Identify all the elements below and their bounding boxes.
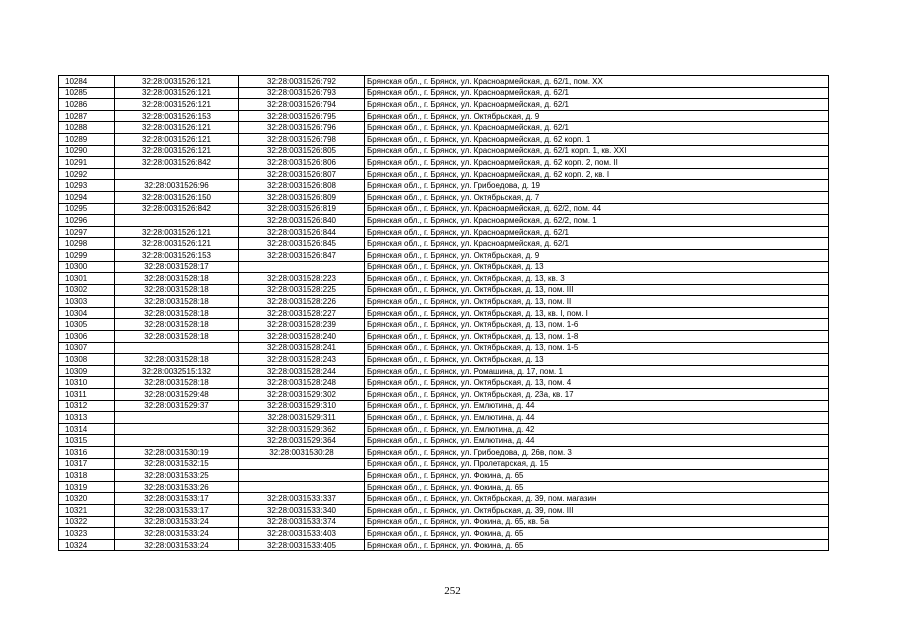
building-number-cell: 32:28:0031526:798 [239,133,365,145]
building-number-cell: 32:28:0031528:248 [239,377,365,389]
building-number-cell: 32:28:0031528:225 [239,284,365,296]
row-id-cell: 10315 [59,435,115,447]
address-cell: Брянская обл., г. Брянск, ул. Красноармейская, д. 62/1 корп. 1, кв. XXI [365,145,829,157]
row-id-cell: 10316 [59,447,115,459]
address-cell: Брянская обл., г. Брянск, ул. Октябрьская, д. 13, пом. 1-5 [365,342,829,354]
building-number-cell: 32:28:0031526:796 [239,122,365,134]
table-row [59,273,829,285]
table-row [59,319,829,331]
building-number-cell [239,481,365,493]
table-row [59,76,829,88]
land-plot-number-cell: 32:28:0031528:18 [115,307,239,319]
table-row [59,331,829,343]
table-row [59,261,829,273]
table-row [59,458,829,470]
land-plot-number-cell: 32:28:0031526:121 [115,133,239,145]
building-number-cell: 32:28:0031526:809 [239,191,365,203]
land-plot-number-cell: 32:28:0031528:18 [115,377,239,389]
address-cell: Брянская обл., г. Брянск, ул. Фокина, д. 65, кв. 5а [365,516,829,528]
address-cell: Брянская обл., г. Брянск, ул. Красноармейская, д. 62/1, пом. XX [365,76,829,88]
building-number-cell: 32:28:0031526:806 [239,157,365,169]
land-plot-number-cell [115,215,239,227]
building-number-cell: 32:28:0031526:819 [239,203,365,215]
address-cell: Брянская обл., г. Брянск, ул. Емлютина, д. 44 [365,435,829,447]
land-plot-number-cell: 32:28:0031529:48 [115,389,239,401]
row-id-cell: 10284 [59,76,115,88]
land-plot-number-cell: 32:28:0031528:18 [115,284,239,296]
table-row [59,516,829,528]
land-plot-number-cell: 32:28:0031528:18 [115,319,239,331]
row-id-cell: 10286 [59,99,115,111]
table-row [59,110,829,122]
building-number-cell: 32:28:0031533:405 [239,539,365,551]
address-cell: Брянская обл., г. Брянск, ул. Октябрьская, д. 13, кв. 3 [365,273,829,285]
table-row [59,203,829,215]
table-row [59,423,829,435]
registry-table [58,75,829,551]
row-id-cell: 10318 [59,470,115,482]
row-id-cell: 10311 [59,389,115,401]
address-cell: Брянская обл., г. Брянск, ул. Октябрьская, д. 13, пом. 1-8 [365,331,829,343]
land-plot-number-cell [115,412,239,424]
row-id-cell: 10309 [59,365,115,377]
building-number-cell: 32:28:0031526:794 [239,99,365,111]
row-id-cell: 10308 [59,354,115,366]
building-number-cell: 32:28:0031529:310 [239,400,365,412]
row-id-cell: 10288 [59,122,115,134]
table-row [59,145,829,157]
land-plot-number-cell: 32:28:0031526:121 [115,87,239,99]
building-number-cell: 32:28:0031528:239 [239,319,365,331]
row-id-cell: 10300 [59,261,115,273]
row-id-cell: 10317 [59,458,115,470]
building-number-cell: 32:28:0031528:241 [239,342,365,354]
land-plot-number-cell: 32:28:0031533:26 [115,481,239,493]
row-id-cell: 10297 [59,226,115,238]
land-plot-number-cell: 32:28:0031526:153 [115,249,239,261]
table-row [59,180,829,192]
row-id-cell: 10322 [59,516,115,528]
address-cell: Брянская обл., г. Брянск, ул. Октябрьская, д. 13 [365,354,829,366]
table-row [59,226,829,238]
address-cell: Брянская обл., г. Брянск, ул. Октябрьская, д. 39, пом. III [365,504,829,516]
address-cell: Брянская обл., г. Брянск, ул. Красноармейская, д. 62 корп. 2, кв. I [365,168,829,180]
building-number-cell: 32:28:0031529:362 [239,423,365,435]
address-cell: Брянская обл., г. Брянск, ул. Фокина, д. 65 [365,481,829,493]
row-id-cell: 10294 [59,191,115,203]
address-cell: Брянская обл., г. Брянск, ул. Октябрьская, д. 13, кв. I, пом. I [365,307,829,319]
land-plot-number-cell: 32:28:0031526:121 [115,145,239,157]
row-id-cell: 10285 [59,87,115,99]
building-number-cell: 32:28:0031528:244 [239,365,365,377]
row-id-cell: 10321 [59,504,115,516]
land-plot-number-cell: 32:28:0031526:121 [115,226,239,238]
building-number-cell: 32:28:0031528:223 [239,273,365,285]
row-id-cell: 10292 [59,168,115,180]
land-plot-number-cell: 32:28:0031526:153 [115,110,239,122]
building-number-cell [239,261,365,273]
building-number-cell: 32:28:0031528:227 [239,307,365,319]
address-cell: Брянская обл., г. Брянск, ул. Октябрьская, д. 13, пом. III [365,284,829,296]
table-row [59,447,829,459]
building-number-cell: 32:28:0031526:792 [239,76,365,88]
land-plot-number-cell: 32:28:0031528:18 [115,354,239,366]
table-row [59,249,829,261]
land-plot-number-cell: 32:28:0031526:121 [115,76,239,88]
building-number-cell: 32:28:0031526:844 [239,226,365,238]
address-cell: Брянская обл., г. Брянск, ул. Октябрьская, д. 23а, кв. 17 [365,389,829,401]
land-plot-number-cell: 32:28:0031533:24 [115,528,239,540]
row-id-cell: 10312 [59,400,115,412]
table-row [59,284,829,296]
land-plot-number-cell: 32:28:0031532:15 [115,458,239,470]
row-id-cell: 10291 [59,157,115,169]
land-plot-number-cell: 32:28:0031526:121 [115,238,239,250]
address-cell: Брянская обл., г. Брянск, ул. Октябрьская, д. 13, пом. II [365,296,829,308]
address-cell: Брянская обл., г. Брянск, ул. Октябрьская, д. 13 [365,261,829,273]
address-cell: Брянская обл., г. Брянск, ул. Красноармейская, д. 62/2, пом. 1 [365,215,829,227]
address-cell: Брянская обл., г. Брянск, ул. Октябрьская, д. 9 [365,249,829,261]
table-row [59,539,829,551]
land-plot-number-cell: 32:28:0031528:18 [115,331,239,343]
address-cell: Брянская обл., г. Брянск, ул. Емлютина, д. 42 [365,423,829,435]
address-cell: Брянская обл., г. Брянск, ул. Октябрьская, д. 13, пом. 4 [365,377,829,389]
row-id-cell: 10293 [59,180,115,192]
address-cell: Брянская обл., г. Брянск, ул. Пролетарская, д. 15 [365,458,829,470]
address-cell: Брянская обл., г. Брянск, ул. Ромашина, д. 17, пом. 1 [365,365,829,377]
land-plot-number-cell: 32:28:0031526:150 [115,191,239,203]
address-cell: Брянская обл., г. Брянск, ул. Октябрьская, д. 9 [365,110,829,122]
address-cell: Брянская обл., г. Брянск, ул. Фокина, д. 65 [365,470,829,482]
table-row [59,504,829,516]
building-number-cell: 32:28:0031529:302 [239,389,365,401]
land-plot-number-cell: 32:28:0031526:96 [115,180,239,192]
address-cell: Брянская обл., г. Брянск, ул. Фокина, д. 65 [365,528,829,540]
row-id-cell: 10301 [59,273,115,285]
table-row [59,412,829,424]
building-number-cell: 32:28:0031529:311 [239,412,365,424]
table-row [59,99,829,111]
row-id-cell: 10296 [59,215,115,227]
land-plot-number-cell [115,435,239,447]
land-plot-number-cell: 32:28:0031528:18 [115,273,239,285]
building-number-cell: 32:28:0031526:807 [239,168,365,180]
row-id-cell: 10310 [59,377,115,389]
land-plot-number-cell: 32:28:0031530:19 [115,447,239,459]
building-number-cell: 32:28:0031530:28 [239,447,365,459]
address-cell: Брянская обл., г. Брянск, ул. Красноармейская, д. 62/1 [365,122,829,134]
table-row [59,238,829,250]
table-row [59,377,829,389]
row-id-cell: 10313 [59,412,115,424]
land-plot-number-cell: 32:28:0031533:24 [115,539,239,551]
address-cell: Брянская обл., г. Брянск, ул. Красноармейская, д. 62/1 [365,87,829,99]
page-number: 252 [444,585,461,597]
building-number-cell: 32:28:0031533:340 [239,504,365,516]
table-row [59,296,829,308]
row-id-cell: 10298 [59,238,115,250]
table-row [59,400,829,412]
address-cell: Брянская обл., г. Брянск, ул. Красноармейская, д. 62 корп. 2, пом. II [365,157,829,169]
building-number-cell: 32:28:0031528:243 [239,354,365,366]
land-plot-number-cell: 32:28:0031528:17 [115,261,239,273]
building-number-cell: 32:28:0031526:805 [239,145,365,157]
table-row [59,435,829,447]
land-plot-number-cell: 32:28:0031533:17 [115,504,239,516]
building-number-cell: 32:28:0031526:845 [239,238,365,250]
address-cell: Брянская обл., г. Брянск, ул. Октябрьская, д. 13, пом. 1-6 [365,319,829,331]
building-number-cell: 32:28:0031526:840 [239,215,365,227]
land-plot-number-cell [115,342,239,354]
registry-table-body [59,76,829,551]
row-id-cell: 10304 [59,307,115,319]
land-plot-number-cell: 32:28:0031526:842 [115,203,239,215]
table-row [59,215,829,227]
address-cell: Брянская обл., г. Брянск, ул. Красноармейская, д. 62 корп. 1 [365,133,829,145]
land-plot-number-cell [115,423,239,435]
row-id-cell: 10307 [59,342,115,354]
row-id-cell: 10287 [59,110,115,122]
table-row [59,168,829,180]
building-number-cell [239,470,365,482]
land-plot-number-cell: 32:28:0031533:17 [115,493,239,505]
address-cell: Брянская обл., г. Брянск, ул. Емлютина, д. 44 [365,412,829,424]
address-cell: Брянская обл., г. Брянск, ул. Красноармейская, д. 62/1 [365,238,829,250]
row-id-cell: 10324 [59,539,115,551]
land-plot-number-cell: 32:28:0031533:24 [115,516,239,528]
land-plot-number-cell: 32:28:0032515:132 [115,365,239,377]
building-number-cell: 32:28:0031526:808 [239,180,365,192]
address-cell: Брянская обл., г. Брянск, ул. Емлютина, д. 44 [365,400,829,412]
table-row [59,87,829,99]
table-row [59,389,829,401]
table-row [59,493,829,505]
address-cell: Брянская обл., г. Брянск, ул. Красноармейская, д. 62/1 [365,99,829,111]
table-row [59,528,829,540]
land-plot-number-cell: 32:28:0031529:37 [115,400,239,412]
land-plot-number-cell: 32:28:0031528:18 [115,296,239,308]
table-row [59,354,829,366]
building-number-cell: 32:28:0031533:403 [239,528,365,540]
table-row [59,191,829,203]
address-cell: Брянская обл., г. Брянск, ул. Октябрьская, д. 39, пом. магазин [365,493,829,505]
row-id-cell: 10323 [59,528,115,540]
land-plot-number-cell: 32:28:0031533:25 [115,470,239,482]
building-number-cell [239,458,365,470]
building-number-cell: 32:28:0031533:374 [239,516,365,528]
row-id-cell: 10306 [59,331,115,343]
table-row [59,122,829,134]
land-plot-number-cell: 32:28:0031526:121 [115,99,239,111]
address-cell: Брянская обл., г. Брянск, ул. Октябрьская, д. 7 [365,191,829,203]
row-id-cell: 10295 [59,203,115,215]
building-number-cell: 32:28:0031526:847 [239,249,365,261]
building-number-cell: 32:28:0031529:364 [239,435,365,447]
row-id-cell: 10305 [59,319,115,331]
row-id-cell: 10319 [59,481,115,493]
row-id-cell: 10303 [59,296,115,308]
row-id-cell: 10289 [59,133,115,145]
table-row [59,342,829,354]
building-number-cell: 32:28:0031533:337 [239,493,365,505]
land-plot-number-cell [115,168,239,180]
row-id-cell: 10320 [59,493,115,505]
row-id-cell: 10302 [59,284,115,296]
table-row [59,365,829,377]
table-row [59,470,829,482]
address-cell: Брянская обл., г. Брянск, ул. Грибоедова, д. 26в, пом. 3 [365,447,829,459]
table-row [59,481,829,493]
address-cell: Брянская обл., г. Брянск, ул. Красноармейская, д. 62/2, пом. 44 [365,203,829,215]
table-row [59,307,829,319]
address-cell: Брянская обл., г. Брянск, ул. Грибоедова, д. 19 [365,180,829,192]
table-row [59,133,829,145]
address-cell: Брянская обл., г. Брянск, ул. Фокина, д. 65 [365,539,829,551]
row-id-cell: 10290 [59,145,115,157]
land-plot-number-cell: 32:28:0031526:121 [115,122,239,134]
row-id-cell: 10299 [59,249,115,261]
building-number-cell: 32:28:0031526:793 [239,87,365,99]
row-id-cell: 10314 [59,423,115,435]
land-plot-number-cell: 32:28:0031526:842 [115,157,239,169]
table-row [59,157,829,169]
building-number-cell: 32:28:0031528:226 [239,296,365,308]
building-number-cell: 32:28:0031526:795 [239,110,365,122]
building-number-cell: 32:28:0031528:240 [239,331,365,343]
address-cell: Брянская обл., г. Брянск, ул. Красноармейская, д. 62/1 [365,226,829,238]
